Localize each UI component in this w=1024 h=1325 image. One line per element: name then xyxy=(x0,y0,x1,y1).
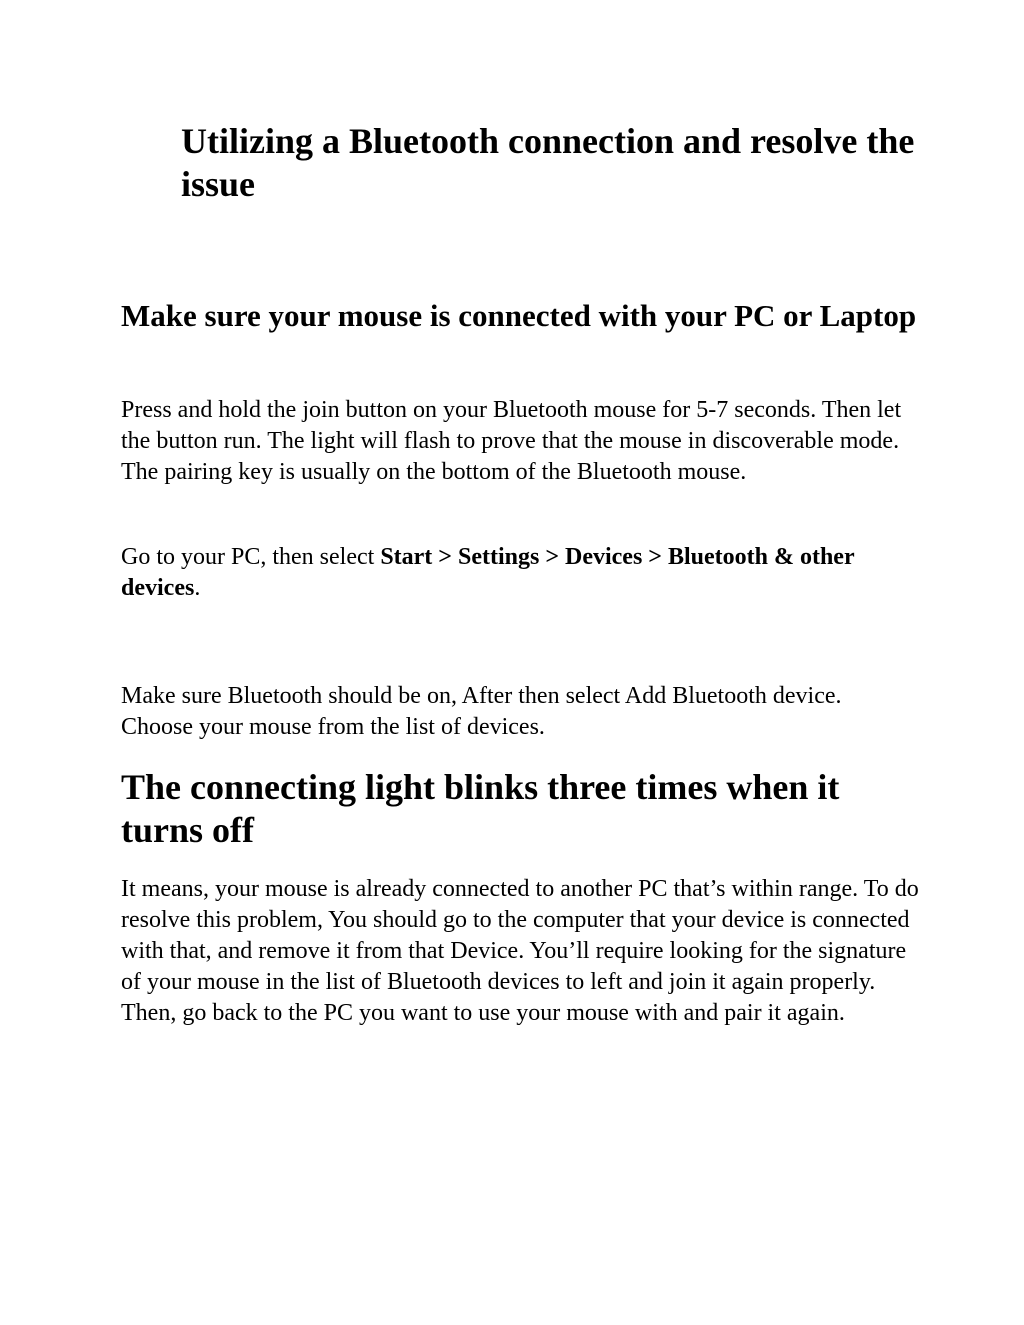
paragraph-add-device: Make sure Bluetooth should be on, After then select Add Bluetooth device. Choose your mouse from the list of devices. xyxy=(121,683,842,740)
paragraph-pairing-instructions: Press and hold the join button on your Bluetooth mouse for 5-7 seconds. Then let the button run. The light will flash to prove that the mouse in discoverable mode. The pairing key is usually on the bottom of the Bluetooth mouse. xyxy=(121,397,902,485)
section-heading-connect: Make sure your mouse is connected with your PC or Laptop xyxy=(121,298,917,333)
section-heading-light-blinks: The connecting light blinks three times when it turns off xyxy=(121,767,840,850)
page-title: Utilizing a Bluetooth connection and resolve the issue xyxy=(181,121,915,204)
settings-path-suffix: . xyxy=(194,575,201,601)
paragraph-settings-path xyxy=(121,542,911,604)
settings-path-prefix: Go to your PC, then select xyxy=(121,544,381,570)
settings-path-bold: Start > Settings > Devices > Bluetooth & other devices xyxy=(121,544,855,601)
paragraph-already-connected: It means, your mouse is already connected to another PC that’s within range. To do resolve this problem, You should go to the computer that your device is connected with that, and remove it from that Device. You’ll require looking for the signature of your mouse in the list of Bluetooth devices to left and join it again properly. Then, go back to the PC you want to use your mouse with and pair it again. xyxy=(121,876,919,1026)
